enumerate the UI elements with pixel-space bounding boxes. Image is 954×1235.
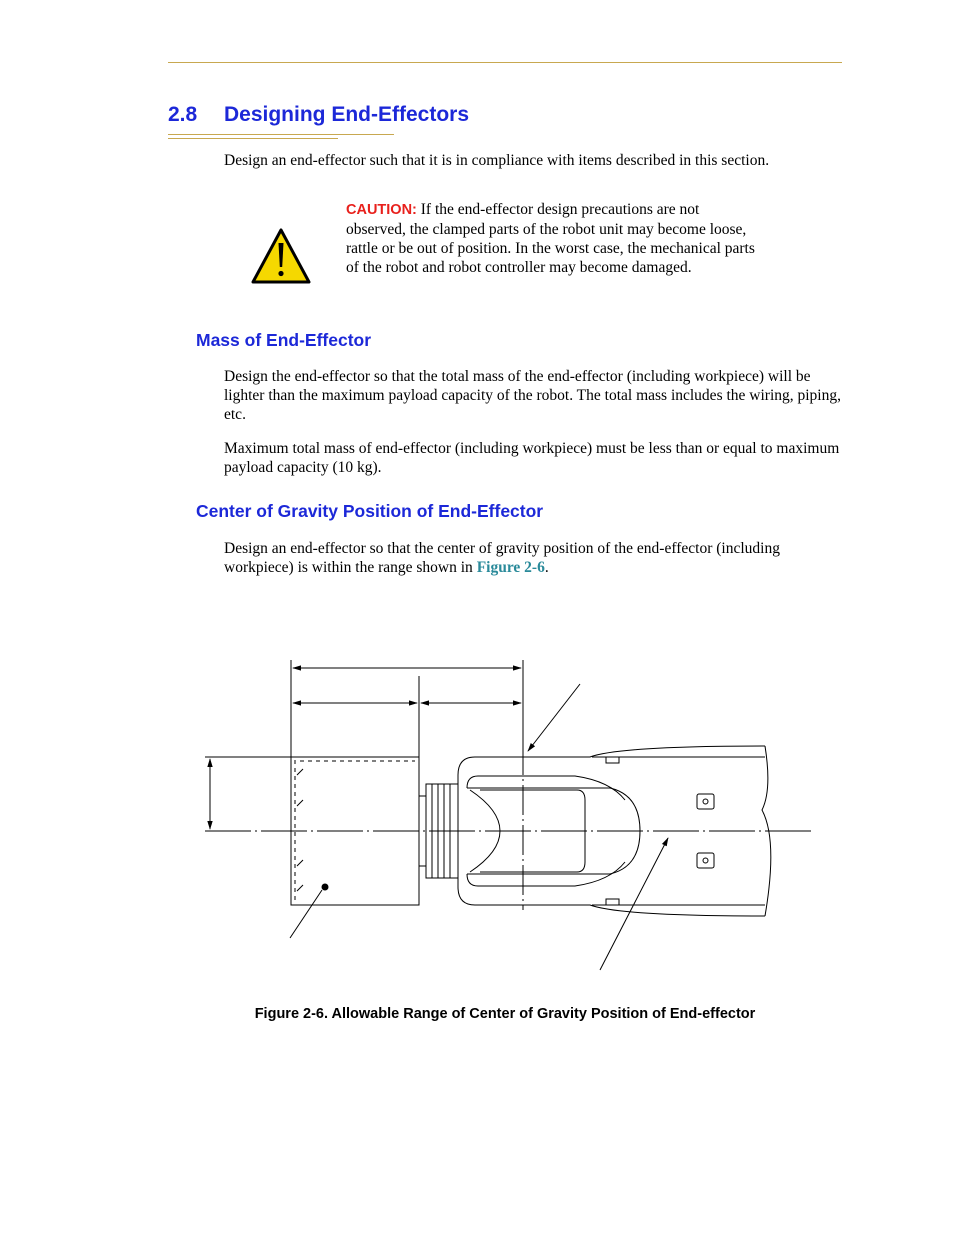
cog-paragraph-end: . <box>544 559 549 576</box>
header-rule <box>168 62 842 63</box>
warning-triangle-icon <box>250 227 312 285</box>
section-number: 2.8 <box>168 103 198 126</box>
dimension-arrows <box>210 668 521 829</box>
extension-lines <box>205 660 523 757</box>
mass-paragraph-1: Design the end-effector so that the total mass of the end-effector (including workpiece) will be lighter than the maximum payload capacity of the robot. The total mass includes the wiring, piping, etc. <box>224 368 841 423</box>
cog-diagram <box>180 640 840 980</box>
cog-paragraph <box>224 539 844 577</box>
figure-link[interactable]: Figure 2-6 <box>476 559 545 576</box>
heading-underline <box>168 134 394 135</box>
heading-underline-secondary <box>168 138 338 139</box>
caution-label: CAUTION: <box>346 202 417 218</box>
section-title: Designing End-Effectors <box>224 103 470 126</box>
cog-paragraph-text: Design an end-effector so that the center of gravity position of the end-effector (including workpiece) is within the range shown in <box>224 540 780 576</box>
leader-lines <box>290 684 668 970</box>
caution-box <box>346 200 756 277</box>
center-of-gravity-dot <box>322 884 328 890</box>
section-intro: Design an end-effector such that it is in compliance with items described in this section. <box>224 152 770 169</box>
figure-caption: Figure 2-6. Allowable Range of Center of Gravity Position of End-effector <box>254 1006 756 1022</box>
mass-heading: Mass of End-Effector <box>196 330 372 350</box>
section-heading <box>168 103 469 127</box>
cog-heading: Center of Gravity Position of End-Effector <box>196 501 544 521</box>
mass-paragraph-2: Maximum total mass of end-effector (including workpiece) must be less than or equal to maximum payload capacity (10 kg). <box>224 440 840 476</box>
caution-text: If the end-effector design precautions are not observed, the clamped parts of the robot unit may become loose, rattle or be out of position. In the worst case, the mechanical parts of the robot and robot controller may become damaged. <box>346 201 755 276</box>
